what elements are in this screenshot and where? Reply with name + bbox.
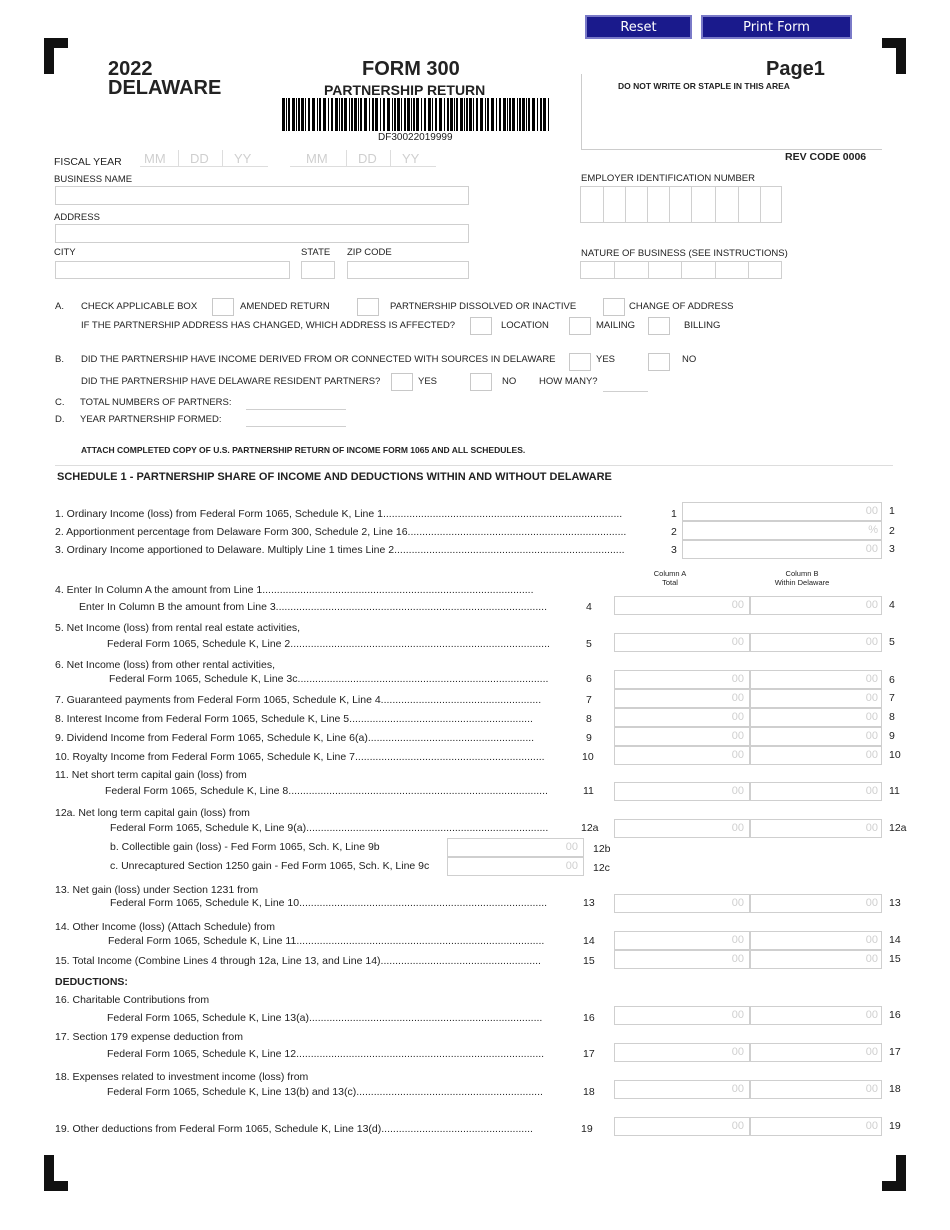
cents-placeholder: 00 xyxy=(731,599,744,611)
form-subtitle: PARTNERSHIP RETURN xyxy=(324,82,486,98)
line-14-label-b: Federal Form 1065, Schedule K, Line 11..................................................................................... xyxy=(108,935,545,947)
line-1-label: 1. Ordinary Income (loss) from Federal Form 1065, Schedule K, Line 1.................................................................................. xyxy=(55,508,623,520)
line-15-col-a[interactable] xyxy=(614,950,750,969)
delaware-income-yes-checkbox[interactable] xyxy=(569,353,591,371)
line-12a-label-a: 12a. Net long term capital gain (loss) from xyxy=(55,807,250,819)
line-5-label-b: Federal Form 1065, Schedule K, Line 2......................................................................................... xyxy=(107,638,550,650)
amended-return-label: AMENDED RETURN xyxy=(240,301,330,312)
cents-placeholder: 00 xyxy=(865,505,878,517)
column-b-header xyxy=(762,569,842,587)
zip-input[interactable] xyxy=(347,261,469,279)
cents-placeholder: 00 xyxy=(865,785,878,797)
line-11-label-b: Federal Form 1065, Schedule K, Line 8......................................................................................... xyxy=(105,785,548,797)
print-form-button[interactable]: Print Form xyxy=(701,15,852,39)
cents-placeholder: 00 xyxy=(731,692,744,704)
line-6-col-a[interactable] xyxy=(614,670,750,689)
nature-label: NATURE OF BUSINESS (SEE INSTRUCTIONS) xyxy=(581,248,788,259)
line-16-col-b[interactable] xyxy=(750,1006,882,1025)
cents-placeholder: 00 xyxy=(865,730,878,742)
city-input[interactable] xyxy=(55,261,290,279)
line-6-num-right: 6 xyxy=(889,674,895,686)
cents-placeholder: 00 xyxy=(731,822,744,834)
line-7-num: 7 xyxy=(586,694,592,706)
line-13-num-right: 13 xyxy=(889,897,901,909)
cents-placeholder: 00 xyxy=(731,785,744,797)
line-12a-num: 12a xyxy=(581,822,599,834)
question-a-letter: A. xyxy=(55,301,64,312)
line-4-num-right: 4 xyxy=(889,599,895,611)
line-12c-label: c. Unrecaptured Section 1250 gain - Fed Form 1065, Sch. K, Line 9c xyxy=(110,860,430,872)
line-17-label-b: Federal Form 1065, Schedule K, Line 12..................................................................................... xyxy=(107,1048,545,1060)
business-name-label: BUSINESS NAME xyxy=(54,174,133,185)
line-18-col-b[interactable] xyxy=(750,1080,882,1099)
fiscal-end-dd: DD xyxy=(358,151,377,166)
line-12a-label-b: Federal Form 1065, Schedule K, Line 9(a)................................................................................... xyxy=(110,822,549,834)
cents-placeholder: 00 xyxy=(865,636,878,648)
line-11-num-right: 11 xyxy=(889,785,900,797)
line-7-num-right: 7 xyxy=(889,692,895,704)
percent-placeholder: % xyxy=(868,524,878,536)
line-15-label: 15. Total Income (Combine Lines 4 through 12a, Line 13, and Line 14)....................................................... xyxy=(55,955,541,967)
reserved-area-border xyxy=(581,74,582,150)
line-13-label-b: Federal Form 1065, Schedule K, Line 10..................................................................................... xyxy=(110,897,548,909)
line-14-label-a: 14. Other Income (loss) (Attach Schedule) from xyxy=(55,921,276,933)
line-5-num-right: 5 xyxy=(889,636,895,648)
resident-yes-checkbox[interactable] xyxy=(391,373,413,391)
delaware-income-question: DID THE PARTNERSHIP HAVE INCOME DERIVED FROM OR CONNECTED WITH SOURCES IN DELAWARE xyxy=(81,354,556,365)
line-16-label-b: Federal Form 1065, Schedule K, Line 13(a)................................................................................ xyxy=(107,1012,543,1024)
cents-placeholder: 00 xyxy=(865,692,878,704)
dissolved-checkbox[interactable] xyxy=(357,298,379,316)
address-input[interactable] xyxy=(55,224,469,243)
reserved-area-note: DO NOT WRITE OR STAPLE IN THIS AREA xyxy=(618,81,790,91)
total-partners-label: TOTAL NUMBERS OF PARTNERS: xyxy=(80,397,232,408)
ein-input[interactable] xyxy=(580,186,782,223)
line-18-label-a: 18. Expenses related to investment income (loss) from xyxy=(55,1071,309,1083)
year-formed-input[interactable] xyxy=(246,411,346,427)
line-12a-col-a[interactable] xyxy=(614,819,750,838)
line-9-col-b[interactable] xyxy=(750,727,882,746)
cents-placeholder: 00 xyxy=(731,1120,744,1132)
line-3-num: 3 xyxy=(671,544,677,556)
line-13-num: 13 xyxy=(583,897,595,909)
line-10-num: 10 xyxy=(582,751,594,763)
line-16-col-a[interactable] xyxy=(614,1006,750,1025)
cents-placeholder: 00 xyxy=(865,953,878,965)
line-9-num: 9 xyxy=(586,732,592,744)
cents-placeholder: 00 xyxy=(865,673,878,685)
cents-placeholder: 00 xyxy=(731,1009,744,1021)
line-17-num: 17 xyxy=(583,1048,595,1060)
fiscal-start-dd: DD xyxy=(190,151,209,166)
barcode-text: DF30022019999 xyxy=(378,132,453,143)
ein-label: EMPLOYER IDENTIFICATION NUMBER xyxy=(581,173,756,184)
line-10-col-a[interactable] xyxy=(614,746,750,765)
line-4-label-b: Enter In Column B the amount from Line 3............................................................................................. xyxy=(79,601,547,613)
resident-partners-question: DID THE PARTNERSHIP HAVE DELAWARE RESIDENT PARTNERS? xyxy=(81,376,381,387)
line-14-num-right: 14 xyxy=(889,934,901,946)
line-19-label: 19. Other deductions from Federal Form 1065, Schedule K, Line 13(d).................................................... xyxy=(55,1123,533,1135)
column-b-subtitle: Within Delaware xyxy=(774,578,830,587)
line-12b-label: b. Collectible gain (loss) - Fed Form 1065, Sch. K, Line 9b xyxy=(110,841,380,853)
check-applicable-label: CHECK APPLICABLE BOX xyxy=(81,301,198,312)
line-9-num-right: 9 xyxy=(889,730,895,742)
fiscal-start-mm: MM xyxy=(144,151,166,166)
reserved-area-bottom xyxy=(581,149,882,150)
line-17-label-a: 17. Section 179 expense deduction from xyxy=(55,1031,243,1043)
line-1-num: 1 xyxy=(671,508,677,520)
cents-placeholder: 00 xyxy=(865,749,878,761)
line-19-num: 19 xyxy=(581,1123,593,1135)
line-4-col-b[interactable] xyxy=(750,596,882,615)
delaware-income-no-checkbox[interactable] xyxy=(648,353,670,371)
line-12c-num: 12c xyxy=(593,862,610,874)
line-5-num: 5 xyxy=(586,638,592,650)
fiscal-start-yy: YY xyxy=(234,151,252,166)
line-14-num: 14 xyxy=(583,935,595,947)
line-18-label-b: Federal Form 1065, Schedule K, Line 13(b) and 13(c)................................................................ xyxy=(107,1086,543,1098)
line-18-col-a[interactable] xyxy=(614,1080,750,1099)
schedule-title: SCHEDULE 1 - PARTNERSHIP SHARE OF INCOME AND DEDUCTIONS WITHIN AND WITHOUT DELAWARE xyxy=(57,471,612,483)
nature-input[interactable] xyxy=(580,261,782,279)
line-8-label: 8. Interest Income from Federal Form 1065, Schedule K, Line 5............................................................... xyxy=(55,713,533,725)
state-label: STATE xyxy=(301,247,331,258)
question-c-letter: C. xyxy=(55,397,65,408)
line-2-input[interactable] xyxy=(682,521,882,540)
how-many-label: HOW MANY? xyxy=(539,376,598,387)
delaware-income-yes-label: YES xyxy=(596,354,616,365)
line-16-num: 16 xyxy=(583,1012,595,1024)
line-11-col-a[interactable] xyxy=(614,782,750,801)
question-d-letter: D. xyxy=(55,414,65,425)
line-10-label: 10. Royalty Income from Federal Form 1065, Schedule K, Line 7................................................................. xyxy=(55,751,545,763)
form-title: FORM 300 xyxy=(362,58,460,80)
line-3-label: 3. Ordinary Income apportioned to Delaware. Multiply Line 1 times Line 2............................................................................... xyxy=(55,544,625,556)
line-9-col-a[interactable] xyxy=(614,727,750,746)
cents-placeholder: 00 xyxy=(731,1083,744,1095)
line-2-num: 2 xyxy=(671,526,677,538)
line-5-col-b[interactable] xyxy=(750,633,882,652)
state-name: DELAWARE xyxy=(108,77,222,99)
line-12c-input[interactable] xyxy=(447,857,584,876)
line-18-num-right: 18 xyxy=(889,1083,901,1095)
cents-placeholder: 00 xyxy=(731,953,744,965)
line-15-num: 15 xyxy=(583,955,595,967)
line-8-col-b[interactable] xyxy=(750,708,882,727)
dissolved-label: PARTNERSHIP DISSOLVED OR INACTIVE xyxy=(390,301,577,312)
change-address-checkbox[interactable] xyxy=(603,298,625,316)
line-4-num: 4 xyxy=(586,601,592,613)
amended-return-checkbox[interactable] xyxy=(212,298,234,316)
line-12a-col-b[interactable] xyxy=(750,819,882,838)
cents-placeholder: 00 xyxy=(731,730,744,742)
cents-placeholder: 00 xyxy=(865,897,878,909)
line-3-input[interactable] xyxy=(682,540,882,559)
line-8-col-a[interactable] xyxy=(614,708,750,727)
change-address-label: CHANGE OF ADDRESS xyxy=(629,301,734,312)
line-19-col-a[interactable] xyxy=(614,1117,750,1136)
line-9-label: 9. Dividend Income from Federal Form 1065, Schedule K, Line 6(a)......................................................... xyxy=(55,732,535,744)
line-19-num-right: 19 xyxy=(889,1120,901,1132)
city-label: CITY xyxy=(54,247,76,258)
line-11-col-b[interactable] xyxy=(750,782,882,801)
cents-placeholder: 00 xyxy=(865,1009,878,1021)
state-input[interactable] xyxy=(301,261,335,279)
cents-placeholder: 00 xyxy=(565,841,578,853)
line-14-col-b[interactable] xyxy=(750,931,882,950)
line-3-num-right: 3 xyxy=(889,543,895,555)
fiscal-year-label: FISCAL YEAR xyxy=(54,156,122,168)
line-16-label-a: 16. Charitable Contributions from xyxy=(55,994,210,1006)
billing-label: BILLING xyxy=(684,320,721,331)
year-formed-label: YEAR PARTNERSHIP FORMED: xyxy=(80,414,222,425)
line-11-num: 11 xyxy=(583,785,594,797)
line-6-col-b[interactable] xyxy=(750,670,882,689)
cents-placeholder: 00 xyxy=(565,860,578,872)
line-6-label-a: 6. Net Income (loss) from other rental activities, xyxy=(55,659,275,671)
how-many-input[interactable] xyxy=(603,373,648,392)
mailing-checkbox[interactable] xyxy=(569,317,591,335)
attach-note: ATTACH COMPLETED COPY OF U.S. PARTNERSHIP RETURN OF INCOME FORM 1065 AND ALL SCHEDULES. xyxy=(81,445,526,455)
column-a-subtitle: Total xyxy=(662,578,678,587)
line-17-col-b[interactable] xyxy=(750,1043,882,1062)
column-b-title: Column B xyxy=(785,569,819,578)
line-8-num: 8 xyxy=(586,713,592,725)
rev-code: REV CODE 0006 xyxy=(785,151,867,163)
line-4-col-a[interactable] xyxy=(614,596,750,615)
line-8-num-right: 8 xyxy=(889,711,895,723)
line-5-label-a: 5. Net Income (loss) from rental real estate activities, xyxy=(55,622,301,634)
cents-placeholder: 00 xyxy=(731,934,744,946)
line-19-col-b[interactable] xyxy=(750,1117,882,1136)
line-2-num-right: 2 xyxy=(889,525,895,537)
cents-placeholder: 00 xyxy=(865,1120,878,1132)
line-17-num-right: 17 xyxy=(889,1046,901,1058)
cents-placeholder: 00 xyxy=(865,1046,878,1058)
line-13-label-a: 13. Net gain (loss) under Section 1231 from xyxy=(55,884,259,896)
address-affected-question: IF THE PARTNERSHIP ADDRESS HAS CHANGED, WHICH ADDRESS IS AFFECTED? xyxy=(81,320,456,331)
mailing-label: MAILING xyxy=(596,320,636,331)
line-13-col-a[interactable] xyxy=(614,894,750,913)
line-15-col-b[interactable] xyxy=(750,950,882,969)
zip-label: ZIP CODE xyxy=(347,247,392,258)
line-15-num-right: 15 xyxy=(889,953,901,965)
barcode xyxy=(282,98,552,131)
location-label: LOCATION xyxy=(501,320,549,331)
cents-placeholder: 00 xyxy=(731,673,744,685)
line-1-input[interactable] xyxy=(682,502,882,521)
resident-no-label: NO xyxy=(502,376,517,387)
tax-year: 2022 xyxy=(108,58,153,80)
delaware-income-no-label: NO xyxy=(682,354,697,365)
cents-placeholder: 00 xyxy=(731,897,744,909)
line-12b-num: 12b xyxy=(593,843,611,855)
fiscal-end-mm: MM xyxy=(306,151,328,166)
line-16-num-right: 16 xyxy=(889,1009,901,1021)
line-14-col-a[interactable] xyxy=(614,931,750,950)
line-10-col-b[interactable] xyxy=(750,746,882,765)
total-partners-input[interactable] xyxy=(246,394,346,410)
line-11-label-a: 11. Net short term capital gain (loss) from xyxy=(55,769,247,781)
column-a-title: Column A xyxy=(653,569,687,578)
divider xyxy=(55,465,893,466)
line-5-col-a[interactable] xyxy=(614,633,750,652)
question-b-letter: B. xyxy=(55,354,64,365)
line-2-label: 2. Apportionment percentage from Delaware Form 300, Schedule 2, Line 16........................................................................... xyxy=(55,526,627,538)
line-6-label-b: Federal Form 1065, Schedule K, Line 3c...................................................................................... xyxy=(109,673,549,685)
column-a-header xyxy=(640,569,700,587)
line-18-num: 18 xyxy=(583,1086,595,1098)
page-number: Page1 xyxy=(766,58,825,80)
line-12b-input[interactable] xyxy=(447,838,584,857)
cents-placeholder: 00 xyxy=(865,1083,878,1095)
resident-no-checkbox[interactable] xyxy=(470,373,492,391)
cents-placeholder: 00 xyxy=(865,711,878,723)
line-10-num-right: 10 xyxy=(889,749,901,761)
cents-placeholder: 00 xyxy=(865,599,878,611)
line-7-label: 7. Guaranteed payments from Federal Form 1065, Schedule K, Line 4....................................................... xyxy=(55,694,542,706)
deductions-heading: DEDUCTIONS: xyxy=(55,976,128,988)
resident-yes-label: YES xyxy=(418,376,438,387)
line-6-num: 6 xyxy=(586,673,592,685)
line-12a-num-right: 12a xyxy=(889,822,907,834)
line-7-col-a[interactable] xyxy=(614,689,750,708)
business-name-input[interactable] xyxy=(55,186,469,205)
cents-placeholder: 00 xyxy=(731,711,744,723)
line-1-num-right: 1 xyxy=(889,505,895,517)
line-4-label-a: 4. Enter In Column A the amount from Line 1............................................................................................. xyxy=(55,584,534,596)
address-label: ADDRESS xyxy=(54,212,100,223)
billing-checkbox[interactable] xyxy=(648,317,670,335)
cents-placeholder: 00 xyxy=(731,636,744,648)
line-17-col-a[interactable] xyxy=(614,1043,750,1062)
fiscal-end-yy: YY xyxy=(402,151,420,166)
cents-placeholder: 00 xyxy=(865,822,878,834)
cents-placeholder: 00 xyxy=(731,1046,744,1058)
line-13-col-b[interactable] xyxy=(750,894,882,913)
reset-button[interactable]: Reset xyxy=(585,15,692,39)
location-checkbox[interactable] xyxy=(470,317,492,335)
line-7-col-b[interactable] xyxy=(750,689,882,708)
cents-placeholder: 00 xyxy=(731,749,744,761)
cents-placeholder: 00 xyxy=(865,543,878,555)
cents-placeholder: 00 xyxy=(865,934,878,946)
